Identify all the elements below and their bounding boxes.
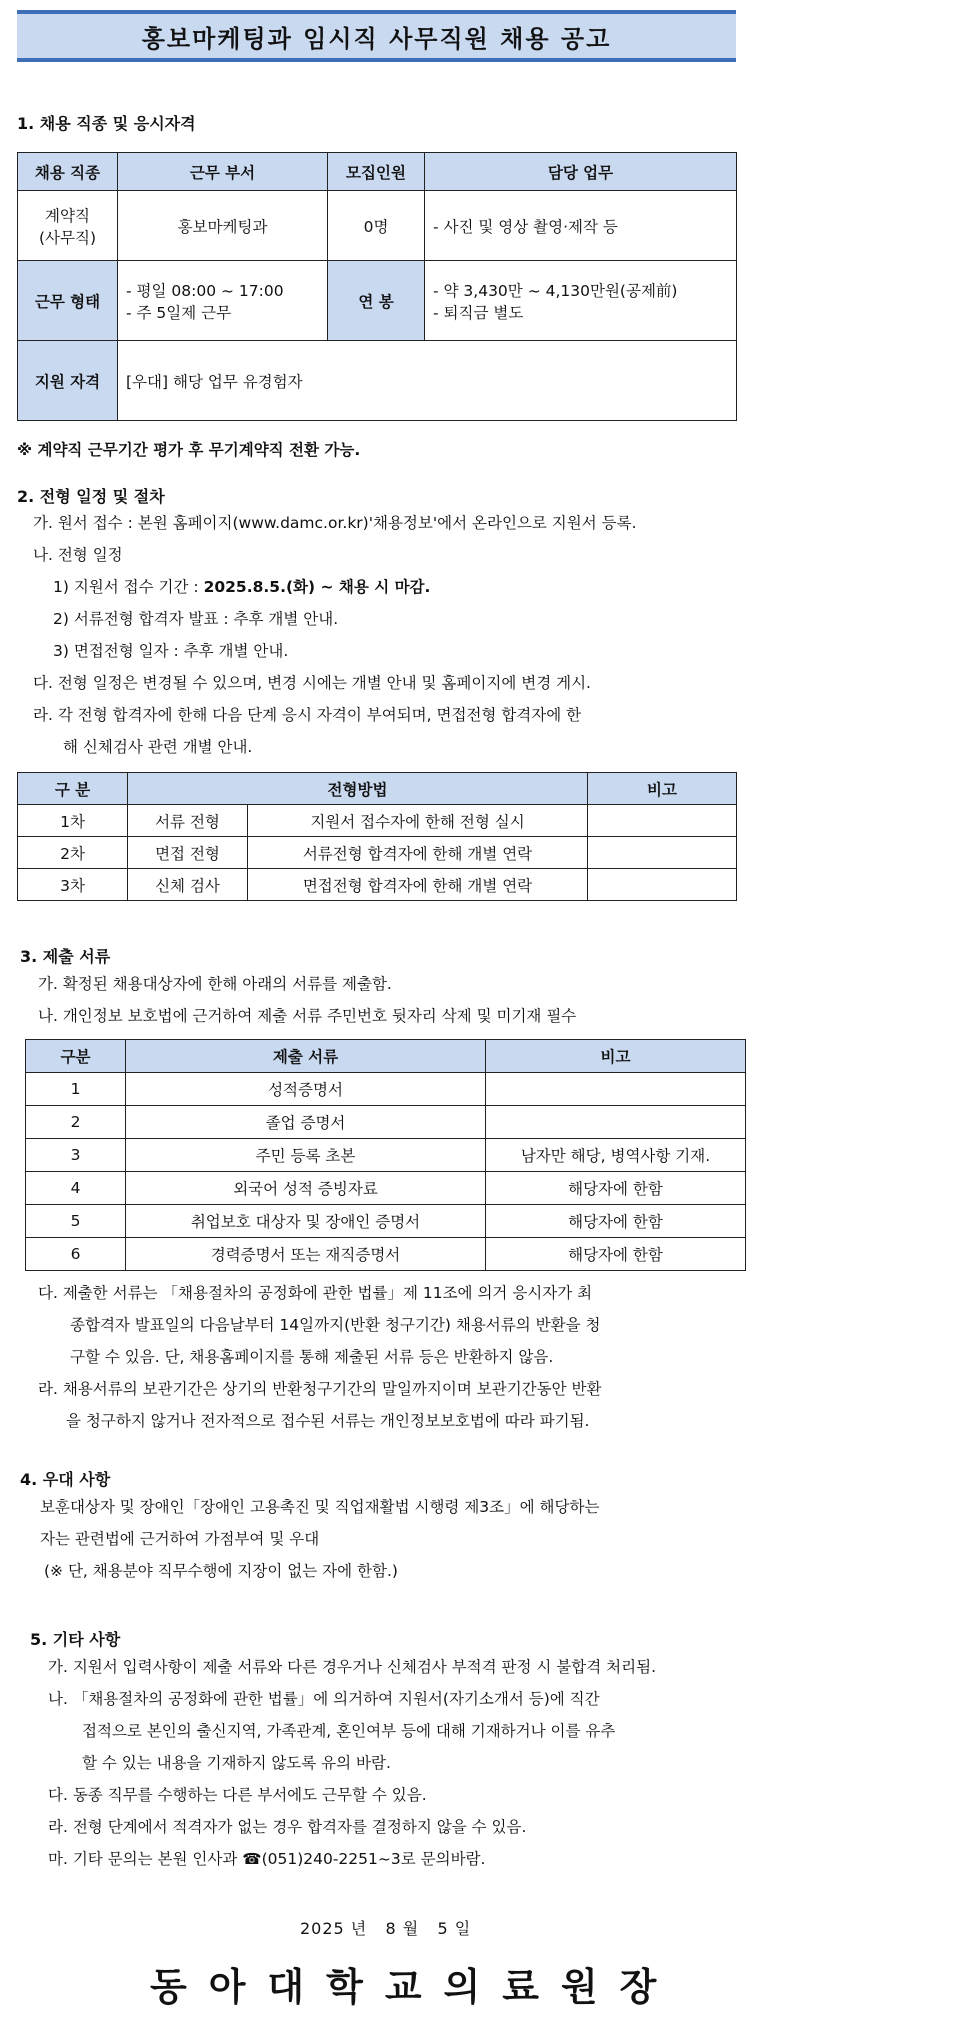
note-cell	[588, 805, 737, 837]
section3-item-d-line1: 라. 채용서류의 보관기간은 상기의 반환청구기간의 말일까지이며 보관기간동안 반환	[38, 1380, 602, 1398]
section3-item-a: 가. 확정된 채용대상자에 한해 아래의 서류를 제출함.	[38, 975, 392, 993]
desc-cell: 서류전형 합격자에 한해 개별 연락	[248, 837, 588, 869]
table-row	[18, 805, 737, 837]
header-department: 근무 부서	[118, 153, 328, 191]
header-job-type: 채용 직종	[18, 153, 118, 191]
doc-name-cell: 졸업 증명서	[126, 1106, 486, 1139]
section3-item-b: 나. 개인정보 보호법에 근거하여 제출 서류 주민번호 뒷자리 삭제 및 미기재 필수	[38, 1007, 577, 1025]
b1-deadline: 2025.8.5.(화) ~ 채용 시 마감.	[203, 578, 431, 596]
section2-item-d-line1: 라. 각 전형 합격자에 한해 다음 단계 응시 자격이 부여되며, 면접전형 합격자에 한	[33, 706, 582, 724]
documents-header-no: 구분	[26, 1040, 126, 1073]
header-duty: 담당 업무	[425, 153, 737, 191]
section2-item-b: 나. 전형 일정	[33, 546, 123, 564]
stage-cell: 2차	[18, 837, 128, 869]
desc-cell: 지원서 접수자에 한해 전형 실시	[248, 805, 588, 837]
section5-item-e: 마. 기타 문의는 본원 인사과 ☎(051)240-2251~3로 문의바람.	[48, 1850, 486, 1868]
section2-title: 2. 전형 일정 및 절차	[17, 487, 165, 506]
doc-note-cell: 해당자에 한함	[486, 1172, 746, 1205]
doc-name-cell: 취업보호 대상자 및 장애인 증명서	[126, 1205, 486, 1238]
issue-date: 2025 년 8 월 5 일	[300, 1919, 472, 1938]
salary-line2: - 퇴직금 별도	[433, 303, 524, 322]
salary-line1: - 약 3,430만 ~ 4,130만원(공제前)	[433, 281, 678, 300]
section3-item-d-line2: 을 청구하지 않거나 전자적으로 접수된 서류는 개인정보보호법에 따라 파기됨.	[66, 1412, 590, 1430]
section4-line2: 자는 관련법에 근거하여 가점부여 및 우대	[40, 1530, 320, 1548]
table-row	[26, 1106, 746, 1139]
doc-no-cell: 1	[26, 1073, 126, 1106]
section2-item-b2: 2) 서류전형 합격자 발표 : 추후 개별 안내.	[53, 610, 339, 628]
method-cell: 신체 검사	[128, 869, 248, 901]
section2-item-b1	[53, 577, 430, 597]
documents-header-doc: 제출 서류	[126, 1040, 486, 1073]
screening-header-note: 비고	[588, 773, 737, 805]
screening-table	[17, 772, 737, 901]
desc-cell: 면접전형 합격자에 한해 개별 연락	[248, 869, 588, 901]
section5-title: 5. 기타 사항	[30, 1630, 121, 1649]
job-type-line1: 계약직	[45, 206, 90, 225]
method-cell: 면접 전형	[128, 837, 248, 869]
section1-title: 1. 채용 직종 및 응시자격	[17, 114, 196, 133]
title-banner	[17, 10, 736, 62]
section3-item-c-line3: 구할 수 있음. 단, 채용홈페이지를 통해 제출된 서류 등은 반환하지 않음.	[70, 1348, 554, 1366]
table-row	[26, 1073, 746, 1106]
contract-note: ※ 계약직 근무기간 평가 후 무기계약직 전환 가능.	[17, 441, 361, 459]
table-row	[26, 1139, 746, 1172]
section5-item-d: 라. 전형 단계에서 적격자가 없는 경우 합격자를 결정하지 않을 수 있음.	[48, 1818, 527, 1836]
section2-item-b3: 3) 면접전형 일자 : 추후 개별 안내.	[53, 642, 289, 660]
doc-note-cell	[486, 1106, 746, 1139]
work-type-label: 근무 형태	[18, 261, 118, 341]
b1-prefix: 1) 지원서 접수 기간 :	[53, 578, 204, 596]
doc-note-cell	[486, 1073, 746, 1106]
salary-cell	[425, 261, 737, 341]
table-row	[26, 1172, 746, 1205]
table-row	[26, 1205, 746, 1238]
doc-no-cell: 4	[26, 1172, 126, 1205]
section3-item-c-line2: 종합격자 발표일의 다음날부터 14일까지(반환 청구기간) 채용서류의 반환을 청	[70, 1316, 601, 1334]
section5-item-b-line2: 접적으로 본인의 출신지역, 가족관계, 혼인여부 등에 대해 기재하거나 이를 유추	[82, 1722, 616, 1740]
note-cell	[588, 837, 737, 869]
page-title: 홍보마케팅과 임시직 사무직원 채용 공고	[17, 10, 736, 62]
table-row	[18, 837, 737, 869]
stage-cell: 1차	[18, 805, 128, 837]
doc-no-cell: 6	[26, 1238, 126, 1271]
doc-name-cell: 경력증명서 또는 재직증명서	[126, 1238, 486, 1271]
doc-note-cell: 남자만 해당, 병역사항 기재.	[486, 1139, 746, 1172]
qualification-label: 지원 자격	[18, 341, 118, 421]
duty-cell: - 사진 및 영상 촬영·제작 등	[425, 191, 737, 261]
headcount-cell: 0명	[328, 191, 425, 261]
doc-no-cell: 5	[26, 1205, 126, 1238]
job-type-line2: (사무직)	[38, 228, 96, 247]
documents-table	[25, 1039, 746, 1271]
section4-line3: (※ 단, 채용분야 직무수행에 지장이 없는 자에 한함.)	[44, 1562, 398, 1580]
doc-name-cell: 주민 등록 초본	[126, 1139, 486, 1172]
section2-item-c: 다. 전형 일정은 변경될 수 있으며, 변경 시에는 개별 안내 및 홈페이지에 변경 게시.	[33, 674, 591, 692]
section5-item-b-line1: 나. 「채용절차의 공정화에 관한 법률」에 의거하여 지원서(자기소개서 등)에 직간	[48, 1690, 600, 1708]
work-type-cell	[118, 261, 328, 341]
section4-line1: 보훈대상자 및 장애인「장애인 고용촉진 및 직업재활법 시행령 제3조」에 해당하는	[40, 1498, 600, 1516]
stage-cell: 3차	[18, 869, 128, 901]
section3-item-c-line1: 다. 제출한 서류는 「채용절차의 공정화에 관한 법률」제 11조에 의거 응시자가 최	[38, 1284, 593, 1302]
work-type-line2: - 주 5일제 근무	[126, 303, 232, 322]
doc-note-cell: 해당자에 한함	[486, 1238, 746, 1271]
department-cell: 홍보마케팅과	[118, 191, 328, 261]
documents-header-note: 비고	[486, 1040, 746, 1073]
note-cell	[588, 869, 737, 901]
section5-item-a: 가. 지원서 입력사항이 제출 서류와 다른 경우거나 신체검사 부적격 판정 시 불합격 처리됨.	[48, 1658, 657, 1676]
header-headcount: 모집인원	[328, 153, 425, 191]
table-row	[26, 1238, 746, 1271]
doc-no-cell: 2	[26, 1106, 126, 1139]
section5-item-b-line3: 할 수 있는 내용을 기재하지 않도록 유의 바람.	[82, 1754, 391, 1772]
work-type-line1: - 평일 08:00 ~ 17:00	[126, 281, 284, 300]
doc-name-cell: 외국어 성적 증빙자료	[126, 1172, 486, 1205]
screening-header-stage: 구 분	[18, 773, 128, 805]
section2-item-a: 가. 원서 접수 : 본원 홈페이지(www.damc.or.kr)'채용정보'에서 온라인으로 지원서 등록.	[33, 514, 637, 532]
method-cell: 서류 전형	[128, 805, 248, 837]
qualification-cell: [우대] 해당 업무 유경험자	[118, 341, 737, 421]
job-type-cell	[18, 191, 118, 261]
screening-header-method: 전형방법	[128, 773, 588, 805]
recruitment-table	[17, 152, 737, 421]
doc-note-cell: 해당자에 한함	[486, 1205, 746, 1238]
section4-title: 4. 우대 사항	[20, 1470, 111, 1489]
issuer-signature: 동아대학교의료원장	[150, 1964, 679, 2009]
doc-name-cell: 성적증명서	[126, 1073, 486, 1106]
doc-no-cell: 3	[26, 1139, 126, 1172]
salary-label: 연 봉	[328, 261, 425, 341]
section2-item-d-line2: 해 신체검사 관련 개별 안내.	[63, 738, 253, 756]
section5-item-c: 다. 동종 직무를 수행하는 다른 부서에도 근무할 수 있음.	[48, 1786, 427, 1804]
table-row	[18, 869, 737, 901]
section3-title: 3. 제출 서류	[20, 947, 111, 966]
